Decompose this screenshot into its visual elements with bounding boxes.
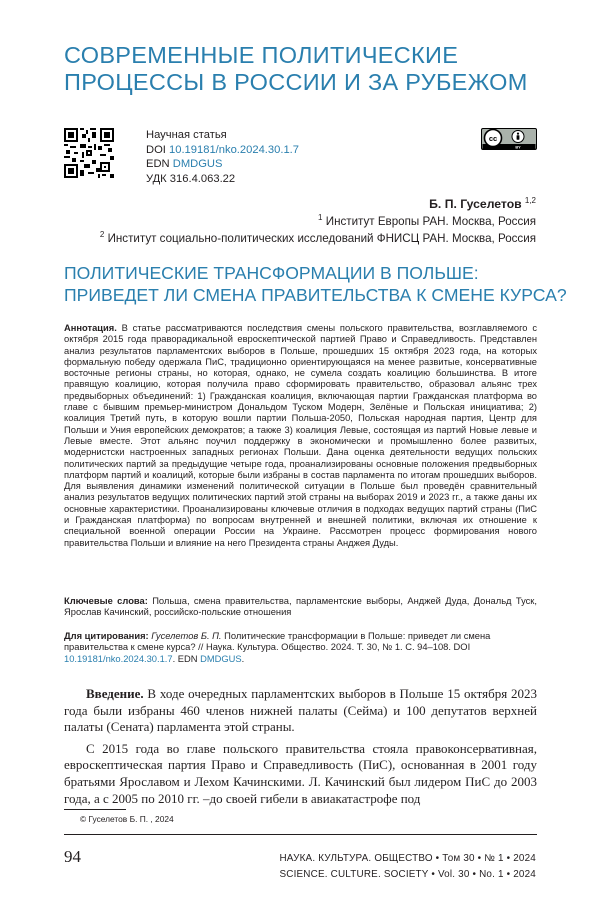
article-title-line-2: ПРИВЕДЕТ ЛИ СМЕНА ПРАВИТЕЛЬСТВА К СМЕНЕ КУРСА?	[64, 285, 567, 305]
article-title-line-1: ПОЛИТИЧЕСКИЕ ТРАНСФОРМАЦИИ В ПОЛЬШЕ:	[64, 263, 479, 283]
citation-doi-label: DOI	[453, 642, 471, 653]
footer-line-en: SCIENCE. CULTURE. SOCIETY • Vol. 30 • No. 1 • 2024	[279, 868, 536, 880]
citation-doi-link[interactable]: 10.19181/nko.2024.30.1.7	[64, 653, 173, 664]
affiliation-2	[100, 230, 536, 247]
edn-label: EDN	[146, 158, 170, 170]
citation-edn-link[interactable]: DMDGUS	[200, 653, 242, 664]
keywords	[64, 596, 537, 619]
keywords-label: Ключевые слова:	[64, 596, 148, 606]
abstract-text: В статье рассматриваются последствия смены польского правительства, возглавляемого с октября 2015 года праворадикальной евроскептической партией Право и Справедливость. Представлен анализ результатов парламентских выборов в Польше, прошедших 15 октября 2023 года, на которых формальную победу одержала ПиС, традиционно ориентирующаяся на менее развитые, консервативные восточные регионы страны, но которая, однако, не сумела создать коалицию большинства. В итоге правящую коалицию, которая получила право сформировать правительство, образовал альянс трех предвыборных объединений: 1) Гражданская коалиция, включающая партии Гражданская платформа во главе с бывшим премьер-министром Дональдом Туском Модерн, Зелёные и Польская инициатива; 2) коалиция Третий путь, в которую вошли партии Польша-2050, Польская народная партия, Центр для Польши и Уния европейских демократов; а также 3) коалиция Левые, состоящая из партий Новые левые и Левые вместе. Этот альянс поучил поддержку в экономически и промышленно более развитых, модернистски настроенных западных регионах Польши. Дана оценка деятельности ведущих польских политических партий за предыдущие четыре года, проанализированы основные положения предвыборных платформ партий и коалиций, которые были избраны в состав парламента по итогам прошедших выборов. Для выявления динамики изменений политической ситуации в Польше был проведён сравнительный анализ результатов ведущих политических партий этой страны на выборах 2019 и 2023 гг., а также даны их основные характеристики. Проанализированы ключевые отличия в подходах ведущих партий страны (ПиС и Гражданская платформа) по вопросам внутренней и внешней политики, включая их отношение к специальной военной операции России на Украине. Рассмотрен процесс формирования нового правительства Польши и влияние на него Президента страны Анджея Дуды.	[64, 323, 537, 548]
affiliation-2-mark: 2	[99, 230, 105, 240]
abstract-label: Аннотация.	[64, 323, 117, 333]
keywords-text: Польша, смена правительства, парламентские выборы, Анджей Дуда, Дональд Туск, Ярослав Качинский, российско-польские отношения	[64, 596, 537, 618]
body-text	[64, 686, 537, 807]
abstract	[64, 323, 537, 549]
author-line	[100, 196, 536, 213]
body-paragraph-1-text: В ходе очередных парламентских выборов в Польше 15 октября 2023 года были избраны 460 членов нижней палаты (Сейма) и 100 депутатов верхней палаты (Сената) парламента этой страны.	[64, 686, 537, 735]
edn-line	[146, 157, 299, 172]
page-number: 94	[64, 847, 81, 866]
body-paragraph-2: С 2015 года во главе польского правительства стояла правоконсервативная, евроскептическая партия Право и Справедливость (ПиС), основанная в 2001 году братьями Ярославом и Лехом Качинскими. Л. Качинский был лидером ПиС до 2003 года, а с 2005 по 2010 гг. –до своей гибели в авиакатастрофе под	[64, 740, 537, 806]
affiliation-1	[100, 213, 536, 230]
doi-line	[146, 143, 299, 158]
citation-edn-label: EDN	[177, 653, 198, 664]
citation-label: Для цитирования:	[64, 631, 149, 641]
footer-divider	[64, 834, 537, 835]
journal-title-line-2: ПРОЦЕССЫ В РОССИИ И ЗА РУБЕЖОМ	[64, 69, 528, 95]
article-title	[64, 262, 567, 306]
footnote-divider	[64, 809, 126, 810]
footer-line-ru: НАУКА. КУЛЬТУРА. ОБЩЕСТВО • Том 30 • № 1 • 2024	[279, 853, 536, 864]
citation-author: Гуселетов Б. П.	[151, 631, 222, 641]
udk-code: УДК 316.4.063.22	[146, 172, 236, 185]
doi-link[interactable]: 10.19181/nko.2024.30.1.7	[169, 143, 300, 156]
affiliation-1-mark: 1	[318, 213, 323, 223]
journal-title	[64, 42, 544, 96]
article-type: Научная статья	[146, 129, 227, 141]
doi-label: DOI	[146, 143, 166, 156]
edn-link[interactable]: DMDGUS	[172, 158, 223, 170]
body-paragraph-1	[64, 686, 537, 736]
svg-text:BY: BY	[515, 145, 521, 150]
affiliation-1-text: Институт Европы РАН. Москва, Россия	[325, 215, 536, 228]
citation: Для цитирования: Гуселетов Б. П. Политические трансформации в Польше: приведет ли смена правительства к смене курса? // Наука. Культура. Общество. 2024. Т. 30, № 1. С. 94–108. DOI 10.19181/nko.2024.30.1.7. EDN DMDGUS.	[64, 631, 491, 664]
qr-code-icon[interactable]	[64, 128, 114, 178]
author-affiliation-marks: 1,2	[524, 196, 536, 206]
article-meta	[146, 128, 299, 186]
citation-text: Политические трансформации в Польше: приведет ли смена правительства к смене курса? // Наука. Культура. Общество. 2024. Т. 30, № 1. С. 94–108.	[64, 631, 491, 653]
authors-block	[100, 196, 536, 247]
cc-by-icon[interactable]	[481, 128, 537, 150]
svg-text:cc: cc	[488, 133, 498, 143]
footer-journal-info	[279, 851, 536, 882]
author-name: Б. П. Гуселетов	[429, 197, 522, 211]
affiliation-2-text: Институт социально-политических исследований ФНИСЦ РАН. Москва, Россия	[107, 232, 536, 245]
journal-title-line-1: СОВРЕМЕННЫЕ ПОЛИТИЧЕСКИЕ	[64, 42, 459, 68]
intro-label: Введение.	[86, 686, 144, 701]
copyright-footnote: © Гуселетов Б. П. , 2024	[80, 814, 174, 824]
